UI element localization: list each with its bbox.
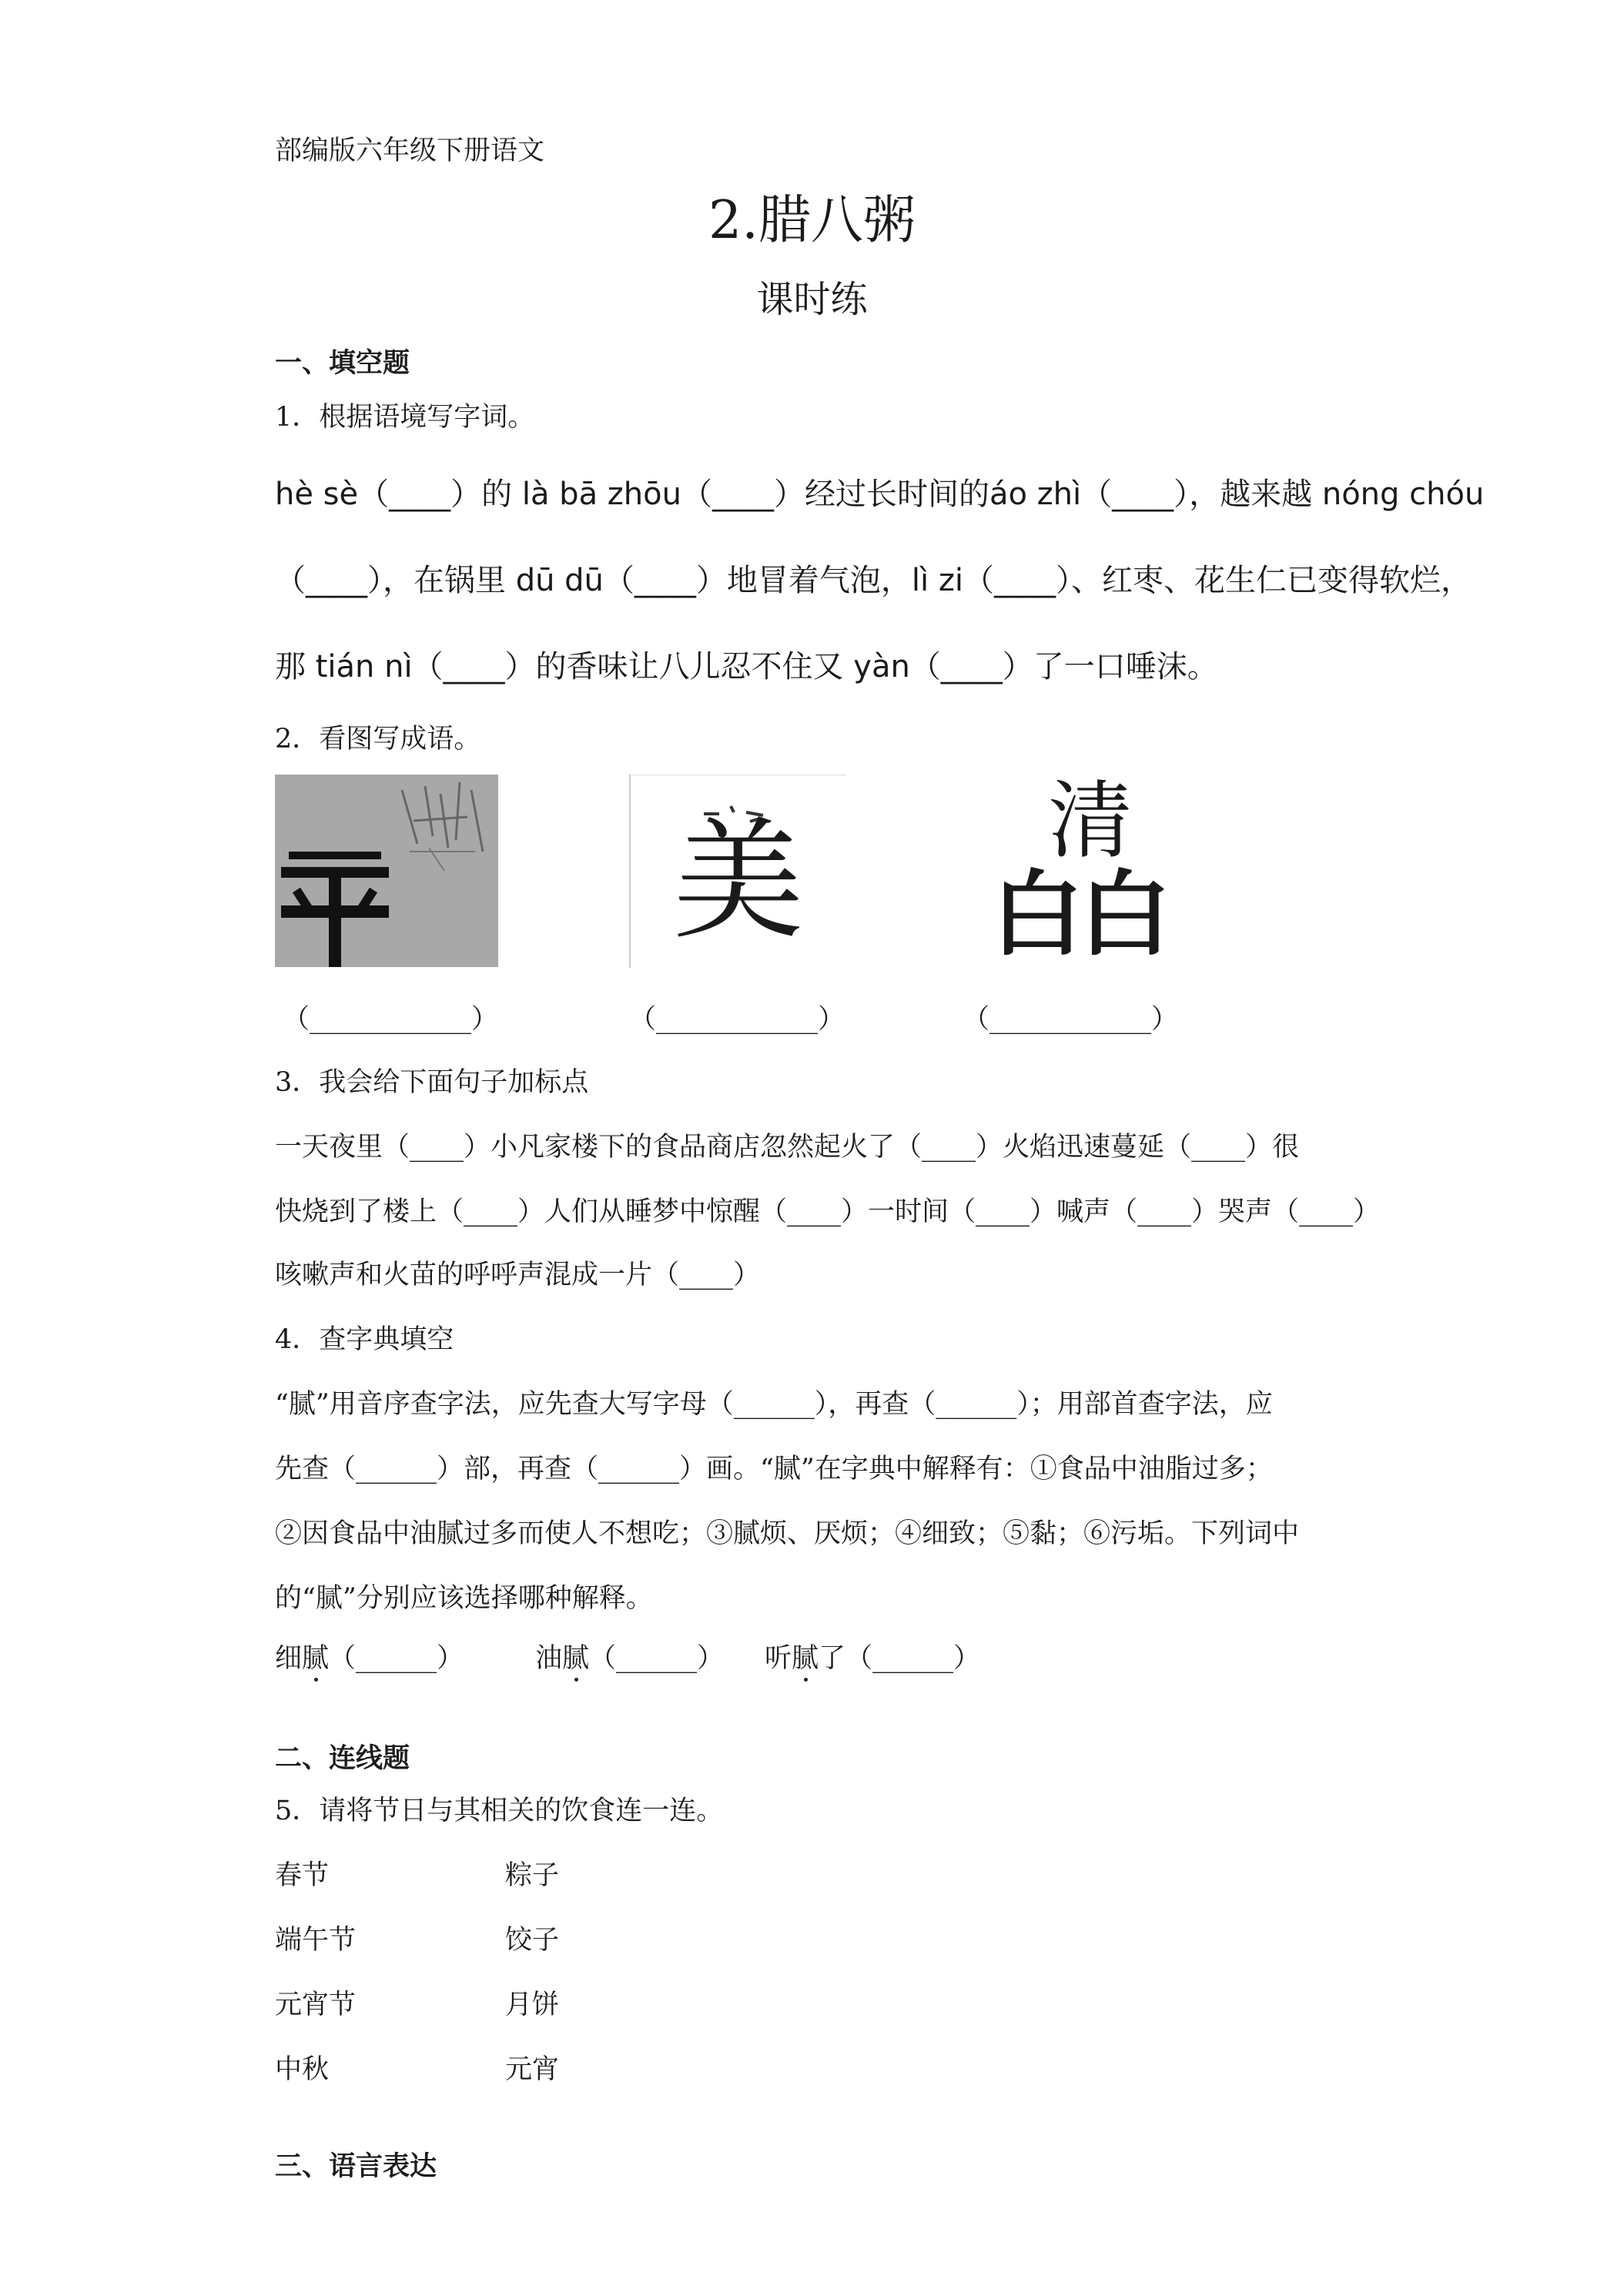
idiom-picture-3 [975, 775, 1183, 967]
picture-3-top-character: 清 [1048, 775, 1133, 870]
idiom-answer-blank-1[interactable]: （____________） [283, 1004, 499, 1035]
question-1-line-1: hè sè（____）的 là bā zhōu（____）经过长时间的áo zhì（____），越来越 nóng chóu [275, 477, 1485, 512]
question-1-stem: 1．根据语境写字词。 [275, 402, 535, 433]
question-3-line-1: 一天夜里（____）小凡家楼下的食品商店忽然起火了（____）火焰迅速蔓延（____）很 [275, 1132, 1300, 1163]
section-heading-fill-blank: 一、填空题 [275, 348, 410, 379]
question-3-line-2: 快烧到了楼上（____）人们从睡梦中惊醒（____）一时间（____）喊声（____）哭声（____） [275, 1197, 1381, 1227]
word-tingni-blank[interactable]: 了（______） [819, 1643, 981, 1674]
upside-down-character-icon [275, 775, 498, 967]
question-2-stem: 2．看图写成语。 [275, 724, 481, 755]
idiom-answer-blank-3[interactable]: （____________） [963, 1004, 1179, 1035]
picture-3-bottom-characters: 白白 [991, 862, 1167, 967]
food-item[interactable]: 饺子 [505, 1925, 560, 1956]
question-1-line-2: （____），在锅里 dū dū（____）地冒着气泡，lì zi（____）、红枣、花生仁已变得软烂， [275, 563, 1472, 598]
page-title: 2.腊八粥 [708, 190, 916, 251]
question-4-line-4: 的“腻”分别应该选择哪种解释。 [275, 1583, 653, 1614]
question-1-line-3: 那 tián nì（____）的香味让八儿忍不住又 yàn（____）了一口唾沫。 [275, 649, 1218, 684]
section-heading-expression: 三、语言表达 [275, 2151, 437, 2182]
food-item[interactable]: 粽子 [505, 1860, 560, 1891]
idiom-answer-blank-2[interactable]: （____________） [629, 1004, 845, 1035]
word-youni: 油腻（______） [535, 1643, 725, 1674]
festival-item[interactable]: 端午节 [275, 1925, 357, 1956]
question-4-line-2: 先查（______）部，再查（______）画。“腻”在字典中解释有：①食品中油脂过多； [275, 1454, 1273, 1484]
question-4-stem: 4．查字典填空 [275, 1324, 454, 1355]
festival-item[interactable]: 春节 [275, 1860, 330, 1891]
food-item[interactable]: 元宵 [505, 2054, 560, 2085]
question-3-stem: 3．我会给下面句子加标点 [275, 1067, 589, 1098]
food-item[interactable]: 月饼 [505, 1990, 560, 2020]
question-5-stem: 5．请将节日与其相关的饮食连一连。 [275, 1796, 724, 1826]
question-4-line-1: “腻”用音序查字法，应先查大写字母（______），再查（______）；用部首查字法，应 [275, 1389, 1273, 1420]
word-tingni: 听腻了（______） [765, 1643, 981, 1674]
word-xini-blank[interactable]: （______） [329, 1643, 464, 1674]
section-heading-matching: 二、连线题 [275, 1743, 410, 1774]
question-4-line-3: ②因食品中油腻过多而使人不想吃；③腻烦、厌烦；④细致；⑤黏；⑥污垢。下列词中 [275, 1518, 1300, 1549]
page-header: 部编版六年级下册语文 [275, 136, 545, 166]
idiom-picture-2 [629, 775, 846, 968]
word-xini: 细腻（______） [275, 1643, 464, 1674]
question-3-line-3: 咳嗽声和火苗的呼呼声混成一片（____） [275, 1260, 761, 1290]
picture-2-character: 美 [672, 805, 804, 958]
word-youni-blank[interactable]: （______） [589, 1643, 725, 1674]
page-subtitle: 课时练 [756, 278, 868, 321]
festival-item[interactable]: 中秋 [275, 2054, 330, 2085]
festival-item[interactable]: 元宵节 [275, 1990, 357, 2020]
idiom-picture-1 [275, 775, 498, 967]
